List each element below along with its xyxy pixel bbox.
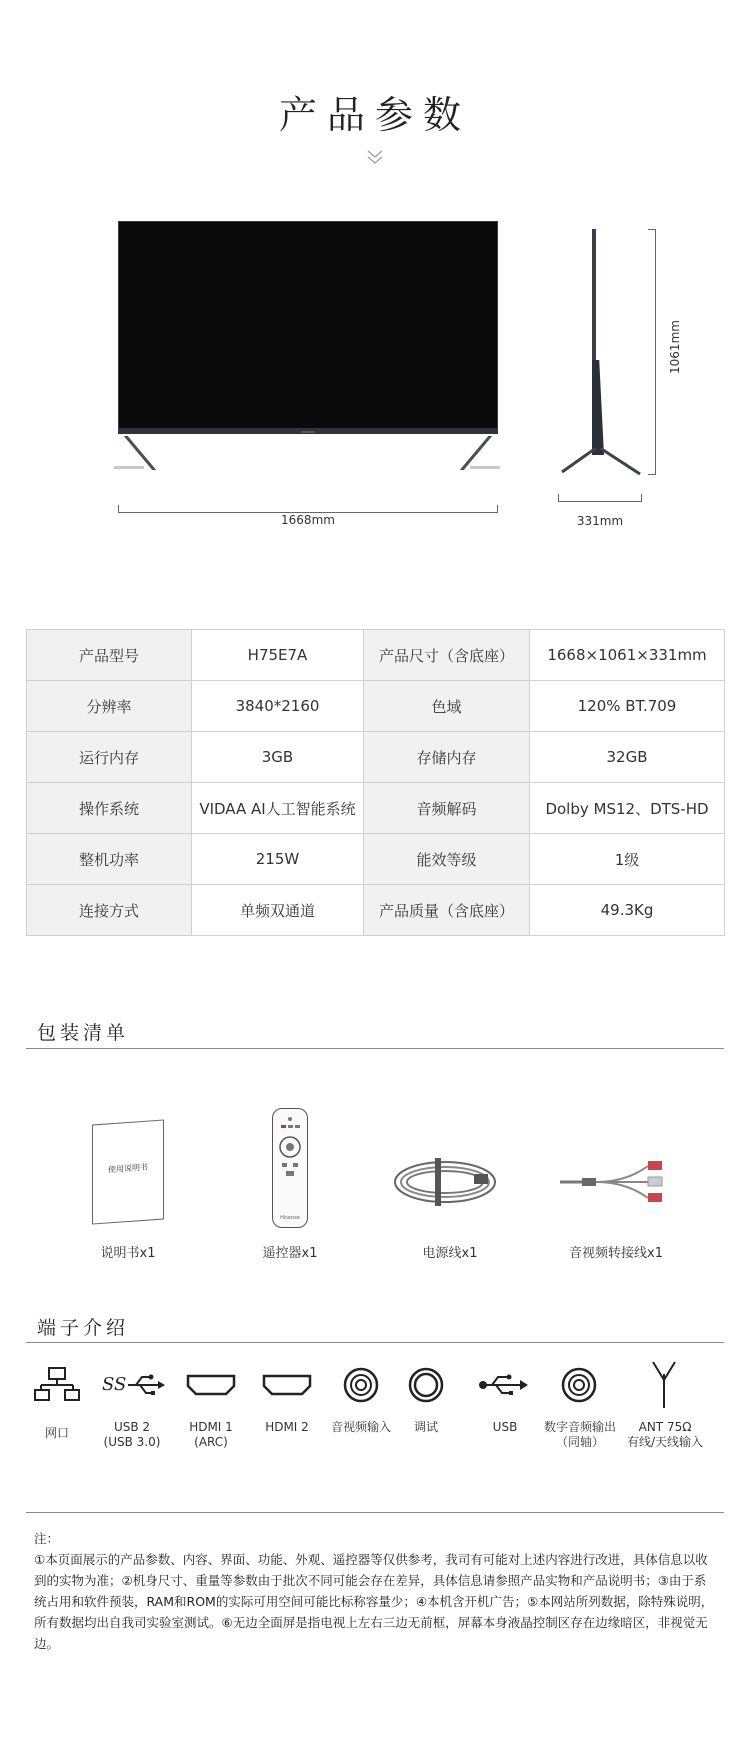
spec-label: 能效等级 — [364, 834, 530, 885]
tv-side-stand — [556, 448, 646, 476]
port-label: HDMI 1 — [189, 1420, 233, 1434]
spec-value: 120% BT.709 — [530, 681, 725, 732]
spec-value: 1级 — [530, 834, 725, 885]
spec-value: 3840*2160 — [192, 681, 364, 732]
notes-block — [34, 1528, 718, 1654]
spec-value: H75E7A — [192, 630, 364, 681]
port-label: USB — [492, 1420, 518, 1434]
spec-label: 产品型号 — [27, 630, 192, 681]
height-dimension-line — [648, 229, 656, 475]
package-item-label: 电源线x1 — [422, 1246, 478, 1261]
remote-brand-text: Hisense — [280, 1215, 300, 1221]
tv-foot-left — [114, 466, 144, 469]
ethernet-icon — [34, 1366, 80, 1404]
port-label: HDMI 2 — [265, 1420, 309, 1434]
package-section-title: 包装清单 — [37, 1022, 130, 1044]
av-in-icon — [342, 1366, 380, 1404]
spec-label: 连接方式 — [27, 885, 192, 936]
height-dimension-label: 1061mm — [668, 320, 682, 374]
av-cable-icon — [556, 1158, 676, 1208]
table-row — [27, 885, 725, 936]
chevron-down-icon — [365, 148, 385, 166]
tv-stand-leg-right — [460, 436, 493, 470]
package-item-label: 音视频转接线x1 — [569, 1246, 663, 1261]
port-sublabel: （同轴） — [555, 1435, 604, 1449]
port-label: 音视频输入 — [330, 1420, 391, 1434]
port-label: 网口 — [44, 1426, 69, 1440]
tv-stand-leg-left — [124, 436, 157, 470]
package-divider — [26, 1048, 724, 1049]
spec-value: VIDAA AI人工智能系统 — [192, 783, 364, 834]
width-dimension-line — [118, 505, 498, 513]
ports-section-title: 端子介绍 — [37, 1317, 130, 1339]
notes-heading: 注： — [34, 1531, 60, 1546]
tv-foot-right — [470, 466, 500, 469]
power-cable-icon — [390, 1150, 500, 1216]
port-sublabel: (ARC) — [194, 1435, 228, 1449]
tv-side-body — [592, 360, 604, 455]
package-item-label: 说明书x1 — [100, 1246, 156, 1261]
coax-out-icon — [560, 1366, 598, 1404]
table-row — [27, 834, 725, 885]
spec-label: 整机功率 — [27, 834, 192, 885]
spec-label: 操作系统 — [27, 783, 192, 834]
spec-label: 存储内存 — [364, 732, 530, 783]
tv-side-panel — [592, 229, 596, 366]
spec-label: 音频解码 — [364, 783, 530, 834]
page-title: 产品参数 — [278, 93, 471, 137]
spec-value: 单频双通道 — [192, 885, 364, 936]
port-label: 调试 — [413, 1420, 438, 1434]
hdmi-icon — [186, 1374, 236, 1396]
port-label: 数字音频输出 — [543, 1420, 616, 1434]
usb3-ss-logo: SS — [102, 1374, 127, 1395]
spec-label: 分辨率 — [27, 681, 192, 732]
table-row — [27, 783, 725, 834]
spec-label: 产品尺寸（含底座） — [364, 630, 530, 681]
ports-divider — [26, 1342, 724, 1343]
spec-value: Dolby MS12、DTS-HD — [530, 783, 725, 834]
hdmi-icon — [262, 1374, 312, 1396]
antenna-icon — [650, 1360, 678, 1410]
spec-label: 运行内存 — [27, 732, 192, 783]
debug-port-icon — [407, 1366, 445, 1404]
port-label: USB 2 — [113, 1420, 151, 1434]
port-label: ANT 75Ω — [638, 1420, 692, 1434]
usb3-icon — [126, 1372, 166, 1398]
spec-value: 215W — [192, 834, 364, 885]
width-dimension-label: 1668mm — [281, 513, 335, 527]
spec-label: 色域 — [364, 681, 530, 732]
spec-value: 49.3Kg — [530, 885, 725, 936]
spec-value: 1668×1061×331mm — [530, 630, 725, 681]
remote-icon — [272, 1108, 308, 1228]
table-row — [27, 630, 725, 681]
usb-icon — [478, 1372, 530, 1398]
spec-table — [26, 629, 725, 936]
notes-divider — [26, 1512, 724, 1513]
spec-label: 产品质量（含底座） — [364, 885, 530, 936]
port-sublabel: 有线/天线输入 — [626, 1435, 704, 1449]
tv-front-image — [118, 221, 498, 434]
table-row — [27, 732, 725, 783]
spec-value: 32GB — [530, 732, 725, 783]
manual-icon — [92, 1119, 164, 1224]
depth-dimension-line — [558, 494, 642, 502]
depth-dimension-label: 331mm — [576, 514, 624, 528]
notes-text: ①本页面展示的产品参数、内容、界面、功能、外观、遥控器等仅供参考，我司有可能对上述内容进行改进，具体信息以收到的实物为准；②机身尺寸、重量等参数由于批次不同可能会存在差异，具体信息请参照产品实物和产品说明书；③由于系统占用和软件预装，RAM和ROM的实际可用空间可能比标称容量少；④本机含开机广告；⑤本网站所列数据，除特殊说明，所有数据均出自我司实验室测试。⑥无边全面屏是指电视上左右三边无前框，屏幕本身液晶控制区存在边缘暗区，非视觉无边。 — [34, 1552, 714, 1651]
table-row — [27, 681, 725, 732]
package-item-label: 遥控器x1 — [262, 1246, 318, 1261]
manual-cover-text: 使用说明书 — [108, 1162, 148, 1175]
port-sublabel: (USB 3.0) — [103, 1435, 161, 1449]
spec-value: 3GB — [192, 732, 364, 783]
